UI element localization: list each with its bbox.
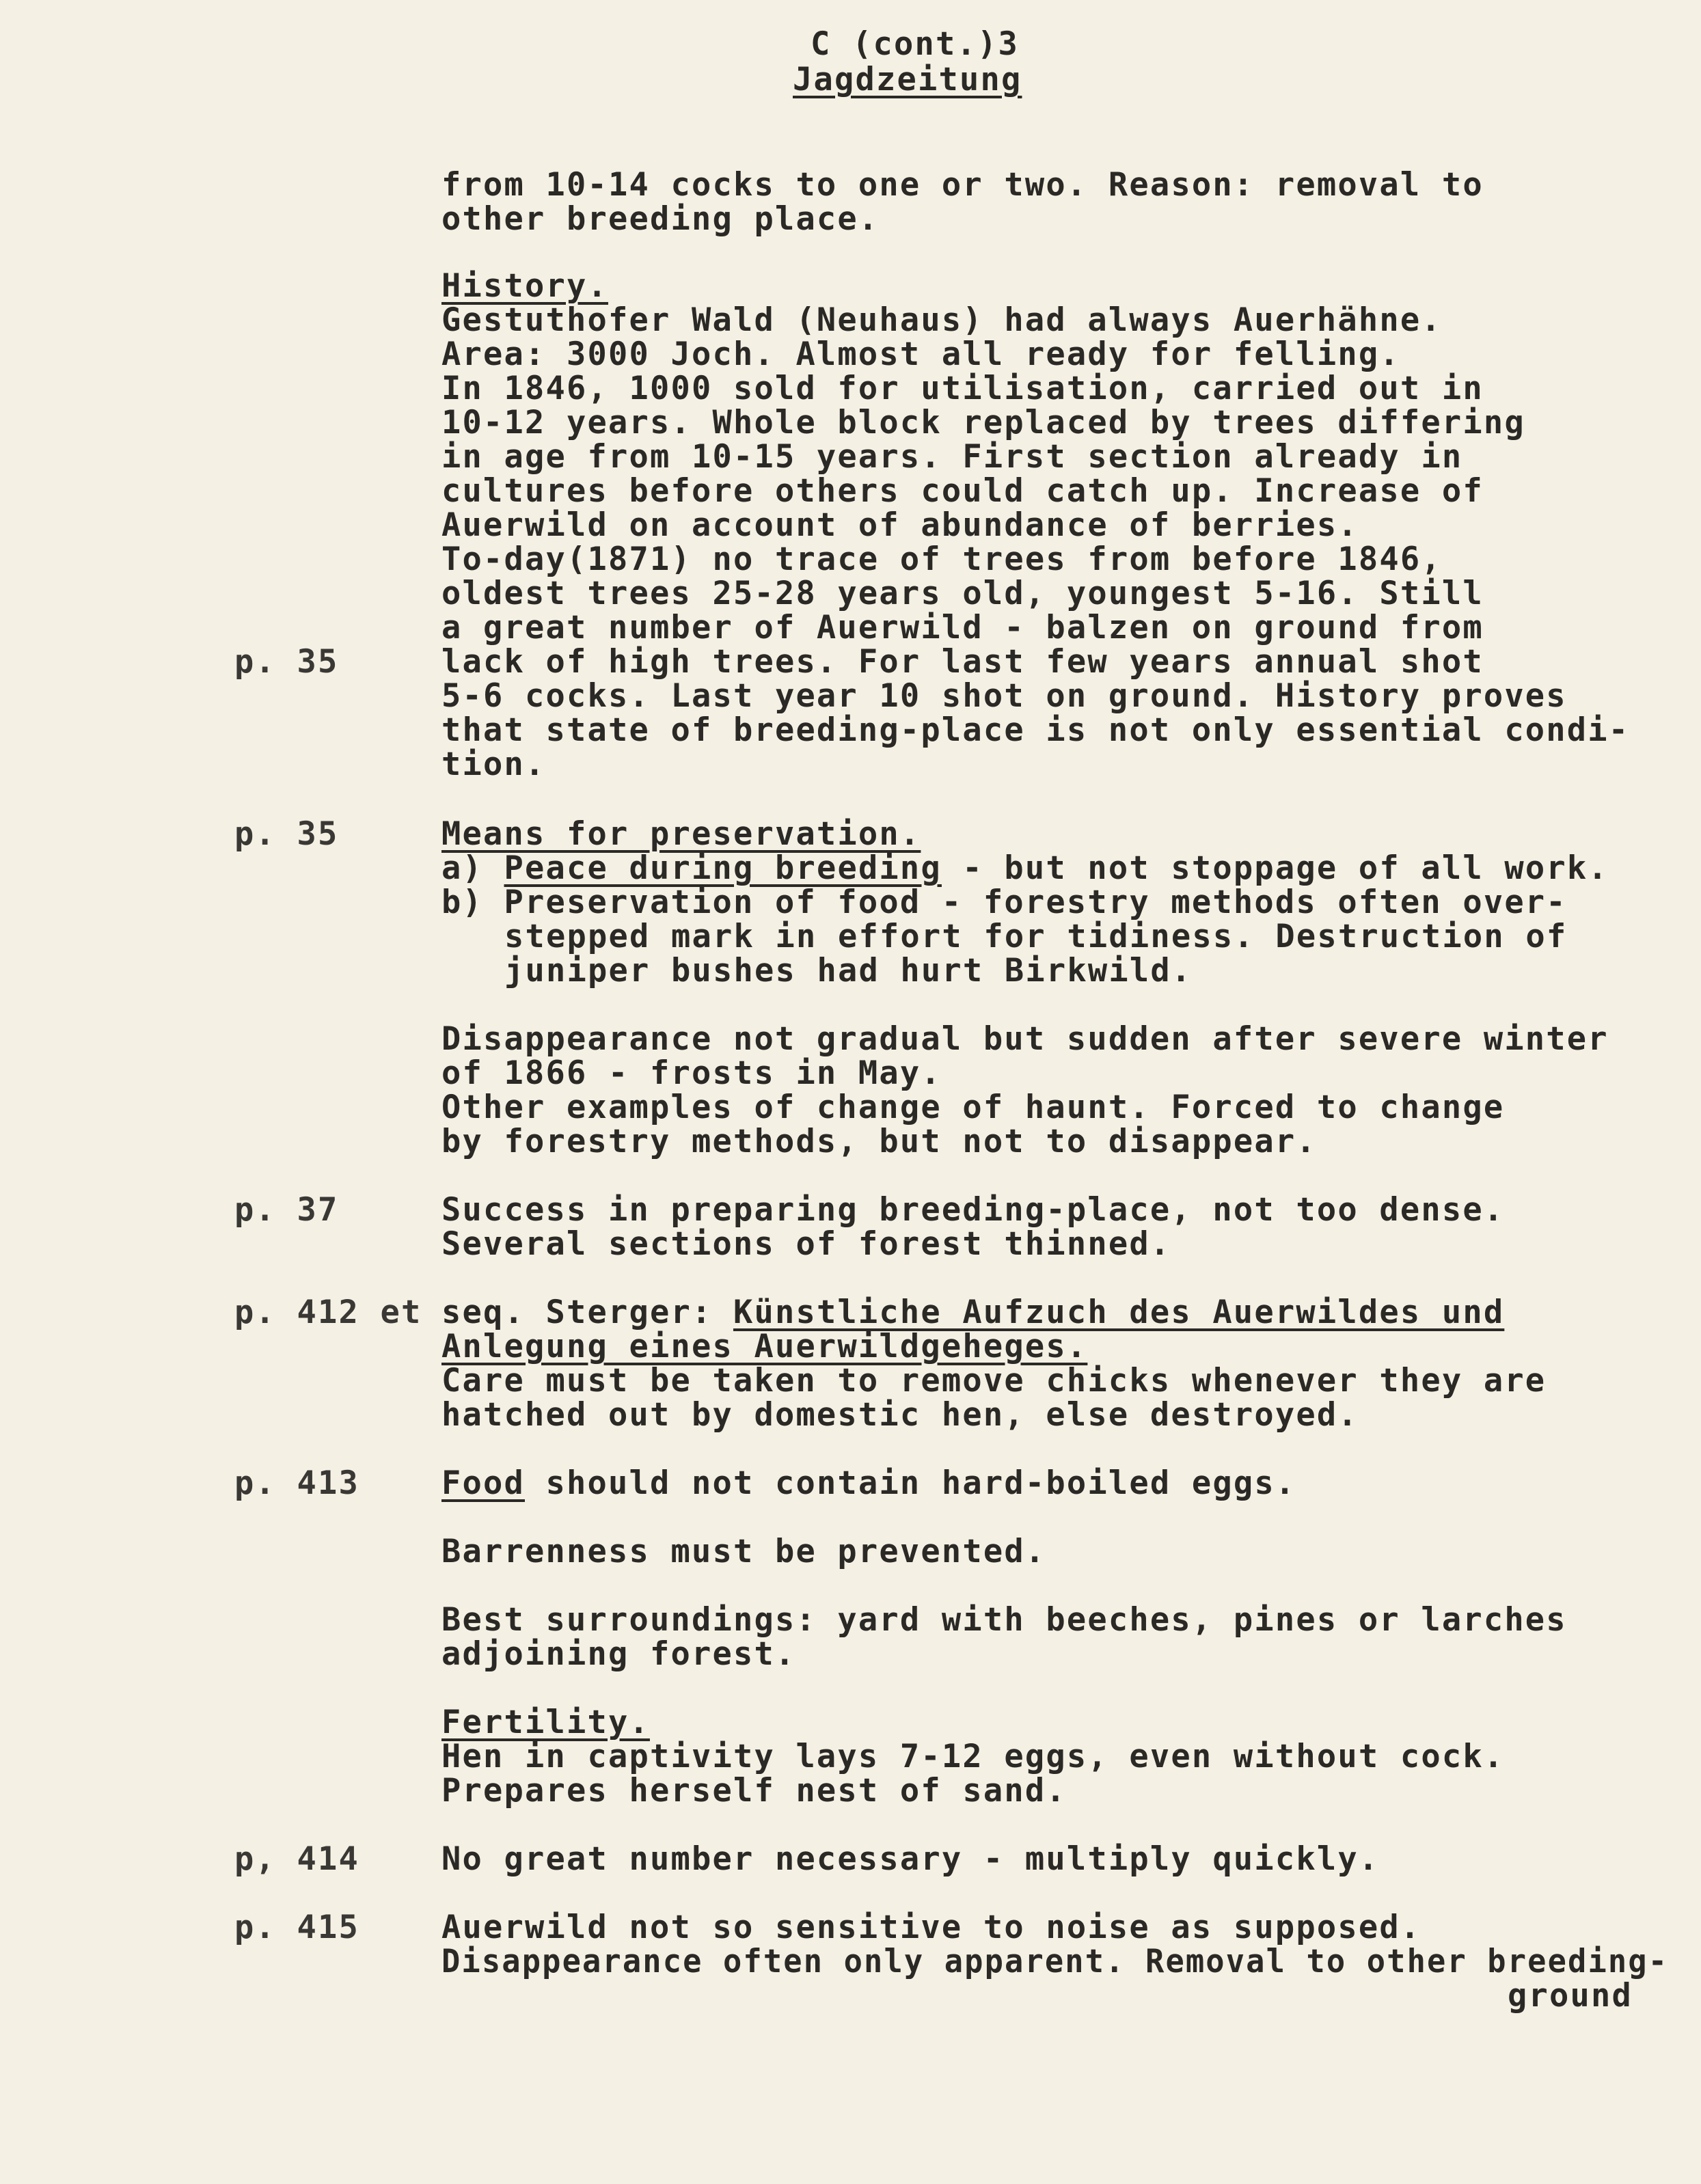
text-line: No great number necessary - multiply quickly. xyxy=(441,1840,1380,1878)
text-fragment: seq. Sterger: xyxy=(441,1294,733,1331)
text-line: Area: 3000 Joch. Almost all ready for felling. xyxy=(441,336,1400,373)
text-line: Auerwild on account of abundance of berries. xyxy=(441,506,1359,544)
text-line: Care must be taken to remove chicks whenever they are xyxy=(441,1362,1547,1400)
text-line: lack of high trees. For last few years annual shot xyxy=(441,643,1484,681)
section-heading-fertility: Fertility. xyxy=(441,1704,650,1741)
text-line: Disappearance often only apparent. Removal to other breeding- xyxy=(441,1943,1669,1980)
text-line: In 1846, 1000 sold for utilisation, carried out in xyxy=(441,370,1484,407)
margin-page-reference: p, 414 xyxy=(234,1840,359,1878)
text-line xyxy=(441,851,1609,886)
underlined-title: Anlegung eines Auerwildgeheges. xyxy=(441,1328,1088,1365)
text-line: stepped mark in effort for tidiness. Destruction of xyxy=(504,918,1568,955)
text-line: Auerwild not so sensitive to noise as supposed. xyxy=(441,1909,1421,1946)
text-line: ground xyxy=(1508,1977,1633,2015)
text-line: of 1866 - frosts in May. xyxy=(441,1054,942,1092)
underlined-word: Food xyxy=(441,1464,525,1502)
section-heading-means: Means for preservation. xyxy=(441,815,921,853)
document-title: Jagdzeitung xyxy=(793,61,1022,98)
text-line: juniper bushes had hurt Birkwild. xyxy=(504,952,1193,989)
text-line: Gestuthofer Wald (Neuhaus) had always Auerhähne. xyxy=(441,301,1442,339)
text-line: Best surroundings: yard with beeches, pines or larches xyxy=(441,1601,1567,1639)
text-line: oldest trees 25-28 years old, youngest 5-16. Still xyxy=(441,575,1484,612)
text-line: adjoining forest. xyxy=(441,1635,796,1673)
text-line: cultures before others could catch up. Increase of xyxy=(441,472,1484,510)
text-line: by forestry methods, but not to disappear. xyxy=(441,1123,1317,1160)
text-line: b) Preservation of food - forestry methods often over- xyxy=(441,884,1567,921)
text-line xyxy=(441,1466,1296,1501)
text-line: Prepares herself nest of sand. xyxy=(441,1772,1067,1810)
section-heading-history: History. xyxy=(441,267,608,305)
text-line: hatched out by domestic hen, else destroyed. xyxy=(441,1396,1359,1434)
margin-page-reference: p. 37 xyxy=(234,1191,339,1229)
text-fragment: - but not stoppage of all work. xyxy=(941,849,1609,887)
text-line: that state of breeding-place is not only essential condi- xyxy=(441,711,1630,749)
margin-page-reference: p. 35 xyxy=(234,643,339,681)
list-marker: a) xyxy=(441,849,504,887)
text-line xyxy=(441,1296,1504,1330)
text-line: Hen in captivity lays 7-12 eggs, even without cock. xyxy=(441,1738,1505,1775)
text-line: Several sections of forest thinned. xyxy=(441,1225,1171,1263)
margin-page-reference: p. 35 xyxy=(234,815,339,853)
text-line: a great number of Auerwild - balzen on ground from xyxy=(441,609,1484,646)
text-line: Other examples of change of haunt. Forced to change xyxy=(441,1089,1505,1126)
underlined-title: Künstliche Aufzuch des Auerwildes und xyxy=(733,1294,1505,1331)
text-line: in age from 10-15 years. First section already in xyxy=(441,438,1463,476)
text-line: To-day(1871) no trace of trees from before 1846, xyxy=(441,541,1442,578)
text-line: Barrenness must be prevented. xyxy=(441,1533,1046,1570)
text-line: other breeding place. xyxy=(441,200,880,238)
text-line: 10-12 years. Whole block replaced by trees differing xyxy=(441,404,1525,441)
underlined-phrase: Peace during breeding xyxy=(504,849,942,887)
text-line: tion. xyxy=(441,746,546,783)
text-line: Success in preparing breeding-place, not too dense. xyxy=(441,1191,1505,1229)
text-line: Disappearance not gradual but sudden after severe winter xyxy=(441,1020,1609,1058)
page-reference: C (cont.)3 xyxy=(811,25,1019,63)
margin-page-reference: p. 413 xyxy=(234,1464,359,1502)
text-line: from 10-14 cocks to one or two. Reason: removal to xyxy=(441,166,1484,204)
text-fragment: should not contain hard-boiled eggs. xyxy=(525,1464,1296,1502)
text-line: 5-6 cocks. Last year 10 shot on ground. History proves xyxy=(441,677,1567,715)
margin-page-reference: p. 415 xyxy=(234,1909,359,1946)
margin-page-reference: p. 412 et xyxy=(234,1294,422,1331)
